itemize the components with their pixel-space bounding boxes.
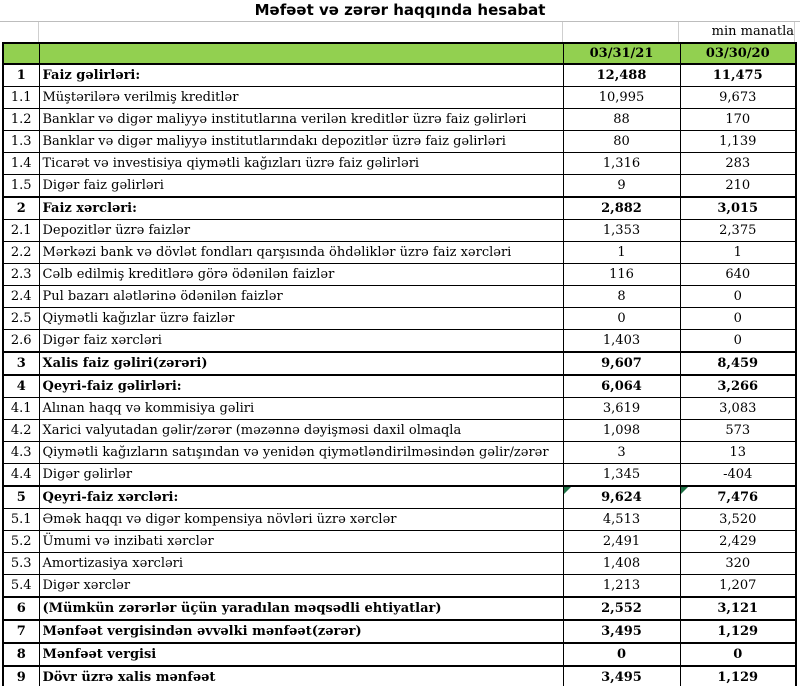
row-label-cell[interactable]: Mərkəzi bank və dövlət fondları qarşısında öhdəliklər üzrə faiz xərcləri bbox=[39, 242, 563, 264]
value-2020-cell[interactable]: 210 bbox=[680, 175, 796, 198]
gridline bbox=[678, 22, 679, 42]
row-number-cell[interactable]: 1.1 bbox=[3, 87, 39, 109]
profit-loss-table bbox=[2, 42, 797, 686]
value-2021-cell[interactable]: 0 bbox=[563, 643, 680, 666]
row-label-cell[interactable]: Faiz xərcləri: bbox=[39, 197, 563, 220]
row-number-cell[interactable]: 9 bbox=[3, 666, 39, 686]
row-label-cell[interactable]: Xalis faiz gəliri(zərəri) bbox=[39, 352, 563, 375]
table-row bbox=[3, 531, 796, 553]
value-2021-cell[interactable]: 10,995 bbox=[563, 87, 680, 109]
value-2021-cell[interactable]: 1,316 bbox=[563, 153, 680, 175]
row-label-cell[interactable]: Mənfəət vergisi bbox=[39, 643, 563, 666]
value-2021-cell[interactable]: 1,213 bbox=[563, 575, 680, 598]
value-2020-cell[interactable]: 1,139 bbox=[680, 131, 796, 153]
value-2020-cell[interactable]: -404 bbox=[680, 464, 796, 487]
value-2021-cell[interactable]: 1,345 bbox=[563, 464, 680, 487]
row-label-cell[interactable]: Alınan haqq və kommisiya gəliri bbox=[39, 398, 563, 420]
table-row bbox=[3, 375, 796, 398]
value-2021-cell[interactable]: 1,403 bbox=[563, 330, 680, 353]
table-row bbox=[3, 666, 796, 686]
value-2021-cell[interactable]: 2,882 bbox=[563, 197, 680, 220]
row-label-cell[interactable]: Xarici valyutadan gəlir/zərər (məzənnə dəyişməsi daxil olmaqla bbox=[39, 420, 563, 442]
table-row bbox=[3, 264, 796, 286]
row-number-cell[interactable]: 4.4 bbox=[3, 464, 39, 487]
header-row bbox=[3, 43, 796, 64]
table-row bbox=[3, 64, 796, 87]
value-2021-cell[interactable]: 0 bbox=[563, 308, 680, 330]
value-2020-cell[interactable]: 11,475 bbox=[680, 64, 796, 87]
value-2020-cell[interactable]: 1,129 bbox=[680, 666, 796, 686]
table-row bbox=[3, 197, 796, 220]
table-row bbox=[3, 175, 796, 198]
table-row bbox=[3, 308, 796, 330]
row-label-cell[interactable]: Cəlb edilmiş kreditlərə görə ödənilən faizlər bbox=[39, 264, 563, 286]
table-row bbox=[3, 509, 796, 531]
row-number-cell[interactable]: 1.5 bbox=[3, 175, 39, 198]
table-row bbox=[3, 330, 796, 353]
table-row bbox=[3, 352, 796, 375]
row-label-cell[interactable]: Qeyri-faiz gəlirləri: bbox=[39, 375, 563, 398]
row-label-cell[interactable]: Ümumi və inzibati xərclər bbox=[39, 531, 563, 553]
value-2020-cell[interactable]: 2,429 bbox=[680, 531, 796, 553]
row-label-cell[interactable]: Digər faiz xərcləri bbox=[39, 330, 563, 353]
table-row bbox=[3, 131, 796, 153]
value-2021-cell[interactable]: 12,488 bbox=[563, 64, 680, 87]
table-row bbox=[3, 153, 796, 175]
header-cell-date-2020[interactable]: 03/30/20 bbox=[680, 43, 796, 64]
header-cell-description[interactable] bbox=[39, 43, 563, 64]
row-label-cell[interactable]: Mənfəət vergisindən əvvəlki mənfəət(zərər) bbox=[39, 620, 563, 643]
row-label-cell[interactable]: Qeyri-faiz xərcləri: bbox=[39, 486, 563, 509]
value-2020-cell[interactable]: 1,207 bbox=[680, 575, 796, 598]
row-number-cell[interactable]: 5.4 bbox=[3, 575, 39, 598]
header-cell-date-2021[interactable]: 03/31/21 bbox=[563, 43, 680, 64]
row-number-cell[interactable]: 1.4 bbox=[3, 153, 39, 175]
value-2021-cell[interactable]: 9,607 bbox=[563, 352, 680, 375]
value-2021-cell[interactable]: 3,619 bbox=[563, 398, 680, 420]
table-row bbox=[3, 620, 796, 643]
value-2021-cell[interactable]: 3,495 bbox=[563, 620, 680, 643]
row-label-cell[interactable]: Əmək haqqı və digər kompensiya növləri üzrə xərclər bbox=[39, 509, 563, 531]
row-number-cell[interactable]: 5.3 bbox=[3, 553, 39, 575]
value-2020-cell[interactable]: 1 bbox=[680, 242, 796, 264]
row-number-cell[interactable]: 7 bbox=[3, 620, 39, 643]
value-2020-cell[interactable]: 8,459 bbox=[680, 352, 796, 375]
table-row bbox=[3, 242, 796, 264]
table-row bbox=[3, 643, 796, 666]
value-2020-cell[interactable]: 9,673 bbox=[680, 87, 796, 109]
row-number-cell[interactable]: 8 bbox=[3, 643, 39, 666]
table-row bbox=[3, 442, 796, 464]
value-2021-cell[interactable]: 80 bbox=[563, 131, 680, 153]
gridline bbox=[562, 22, 563, 42]
units-row bbox=[0, 21, 800, 42]
value-2020-cell[interactable]: 3,266 bbox=[680, 375, 796, 398]
table-row bbox=[3, 464, 796, 487]
value-2020-cell[interactable]: 320 bbox=[680, 553, 796, 575]
value-2021-cell[interactable]: 9 bbox=[563, 175, 680, 198]
row-number-cell[interactable]: 6 bbox=[3, 597, 39, 620]
value-2021-cell[interactable]: 3 bbox=[563, 442, 680, 464]
value-2020-cell[interactable]: 3,520 bbox=[680, 509, 796, 531]
row-number-cell[interactable]: 2.5 bbox=[3, 308, 39, 330]
row-number-cell[interactable]: 4 bbox=[3, 375, 39, 398]
value-2020-cell[interactable]: 3,083 bbox=[680, 398, 796, 420]
row-number-cell[interactable]: 2.4 bbox=[3, 286, 39, 308]
row-number-cell[interactable]: 3 bbox=[3, 352, 39, 375]
value-2021-cell[interactable]: 1,353 bbox=[563, 220, 680, 242]
units-label: min manatla bbox=[711, 24, 794, 39]
table-row bbox=[3, 486, 796, 509]
row-number-cell[interactable]: 5 bbox=[3, 486, 39, 509]
row-label-cell[interactable]: Müştərilərə verilmiş kreditlər bbox=[39, 87, 563, 109]
value-2020-cell[interactable]: 573 bbox=[680, 420, 796, 442]
value-2021-cell[interactable]: 1,408 bbox=[563, 553, 680, 575]
header-cell-number[interactable] bbox=[3, 43, 39, 64]
row-label-cell[interactable]: Qiymətli kağızların satışından və yenidən qiymətləndirilməsindən gəlir/zərər bbox=[39, 442, 563, 464]
row-label-cell[interactable]: Faiz gəlirləri: bbox=[39, 64, 563, 87]
value-2020-cell[interactable]: 3,015 bbox=[680, 197, 796, 220]
row-number-cell[interactable]: 4.2 bbox=[3, 420, 39, 442]
value-2020-cell[interactable]: 7,476 bbox=[680, 486, 796, 509]
value-2020-cell[interactable]: 0 bbox=[680, 643, 796, 666]
value-2020-cell[interactable]: 3,121 bbox=[680, 597, 796, 620]
row-label-cell[interactable]: Pul bazarı alətlərinə ödənilən faizlər bbox=[39, 286, 563, 308]
table-row bbox=[3, 286, 796, 308]
value-2021-cell[interactable]: 1 bbox=[563, 242, 680, 264]
row-number-cell[interactable]: 2.3 bbox=[3, 264, 39, 286]
row-number-cell[interactable]: 1 bbox=[3, 64, 39, 87]
row-number-cell[interactable]: 5.1 bbox=[3, 509, 39, 531]
row-label-cell[interactable]: Banklar və digər maliyyə institutlarındakı depozitlər üzrə faiz gəlirləri bbox=[39, 131, 563, 153]
row-label-cell[interactable]: Digər xərclər bbox=[39, 575, 563, 598]
table-row bbox=[3, 575, 796, 598]
row-label-cell[interactable]: Digər gəlirlər bbox=[39, 464, 563, 487]
value-2020-cell[interactable]: 2,375 bbox=[680, 220, 796, 242]
row-number-cell[interactable]: 1.3 bbox=[3, 131, 39, 153]
value-2020-cell[interactable]: 640 bbox=[680, 264, 796, 286]
table-row bbox=[3, 420, 796, 442]
value-2020-cell[interactable]: 283 bbox=[680, 153, 796, 175]
row-number-cell[interactable]: 4.1 bbox=[3, 398, 39, 420]
table-row bbox=[3, 87, 796, 109]
value-2021-cell[interactable]: 1,098 bbox=[563, 420, 680, 442]
row-label-cell[interactable]: Digər faiz gəlirləri bbox=[39, 175, 563, 198]
value-2020-cell[interactable]: 0 bbox=[680, 308, 796, 330]
value-2021-cell[interactable]: 9,624 bbox=[563, 486, 680, 509]
table-row bbox=[3, 109, 796, 131]
row-number-cell[interactable]: 2.6 bbox=[3, 330, 39, 353]
value-2020-cell[interactable]: 1,129 bbox=[680, 620, 796, 643]
row-number-cell[interactable]: 2 bbox=[3, 197, 39, 220]
row-number-cell[interactable]: 5.2 bbox=[3, 531, 39, 553]
value-2021-cell[interactable]: 116 bbox=[563, 264, 680, 286]
table-row bbox=[3, 553, 796, 575]
value-2021-cell[interactable]: 88 bbox=[563, 109, 680, 131]
table-row bbox=[3, 220, 796, 242]
value-2020-cell[interactable]: 13 bbox=[680, 442, 796, 464]
row-number-cell[interactable]: 4.3 bbox=[3, 442, 39, 464]
row-label-cell[interactable]: Ticarət və investisiya qiymətli kağızları üzrə faiz gəlirləri bbox=[39, 153, 563, 175]
page-title: Məfəət və zərər haqqında hesabat bbox=[254, 1, 546, 19]
value-2020-cell[interactable]: 0 bbox=[680, 330, 796, 353]
row-label-cell[interactable]: Amortizasiya xərcləri bbox=[39, 553, 563, 575]
row-number-cell[interactable]: 2.2 bbox=[3, 242, 39, 264]
value-2021-cell[interactable]: 4,513 bbox=[563, 509, 680, 531]
row-label-cell[interactable]: Dövr üzrə xalis mənfəət bbox=[39, 666, 563, 686]
value-2021-cell[interactable]: 8 bbox=[563, 286, 680, 308]
table-row bbox=[3, 597, 796, 620]
row-number-cell[interactable]: 1.2 bbox=[3, 109, 39, 131]
value-2021-cell[interactable]: 3,495 bbox=[563, 666, 680, 686]
value-2020-cell[interactable]: 0 bbox=[680, 286, 796, 308]
gridline bbox=[794, 22, 795, 42]
table-row bbox=[3, 398, 796, 420]
value-2021-cell[interactable]: 2,491 bbox=[563, 531, 680, 553]
row-label-cell[interactable]: Qiymətli kağızlar üzrə faizlər bbox=[39, 308, 563, 330]
row-label-cell[interactable]: Depozitlər üzrə faizlər bbox=[39, 220, 563, 242]
value-2021-cell[interactable]: 6,064 bbox=[563, 375, 680, 398]
row-label-cell[interactable]: Banklar və digər maliyyə institutlarına verilən kreditlər üzrə faiz gəlirləri bbox=[39, 109, 563, 131]
gridline bbox=[38, 22, 39, 42]
value-2021-cell[interactable]: 2,552 bbox=[563, 597, 680, 620]
row-number-cell[interactable]: 2.1 bbox=[3, 220, 39, 242]
row-label-cell[interactable]: (Mümkün zərərlər üçün yaradılan məqsədli ehtiyatlar) bbox=[39, 597, 563, 620]
value-2020-cell[interactable]: 170 bbox=[680, 109, 796, 131]
